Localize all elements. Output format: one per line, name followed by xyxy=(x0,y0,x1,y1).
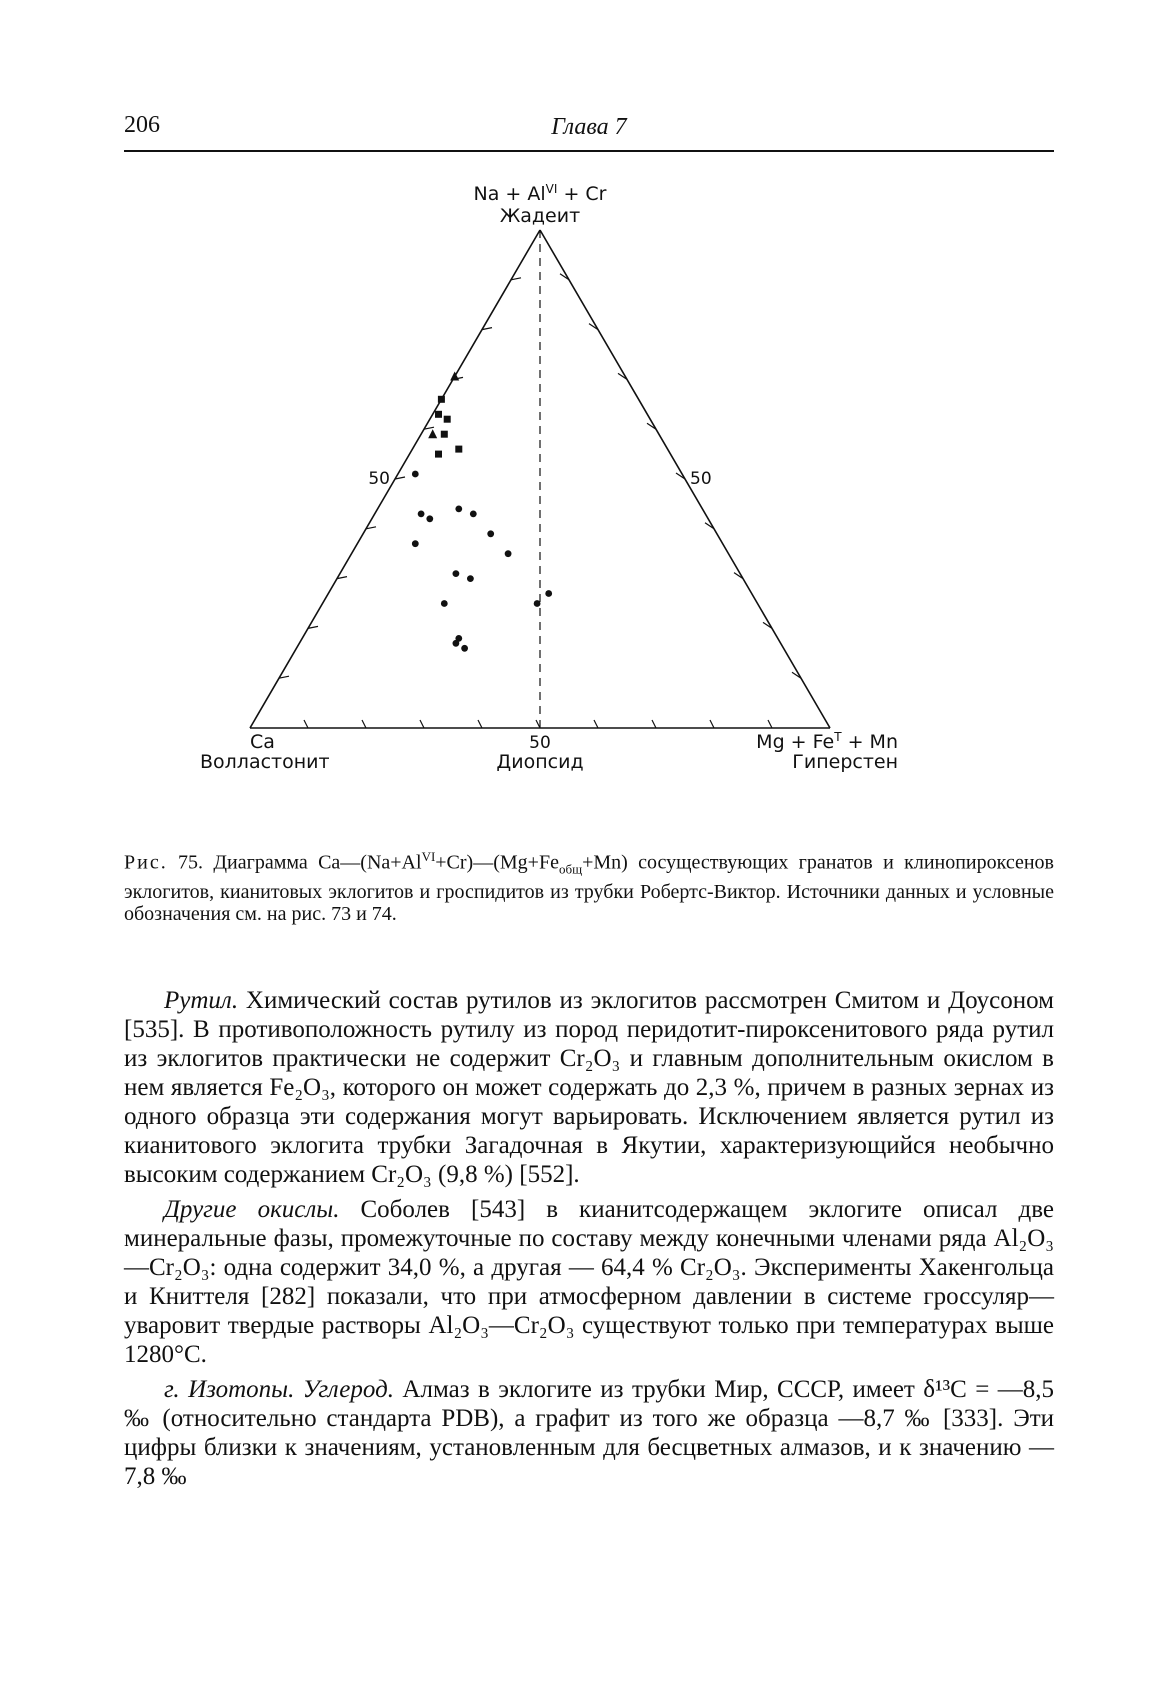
caption-sup-1: VI xyxy=(421,849,436,864)
data-point-square xyxy=(455,446,462,453)
base-tick xyxy=(420,720,424,728)
header-rule xyxy=(124,150,1054,152)
data-point-triangle xyxy=(428,429,437,438)
ternary-diagram xyxy=(200,182,910,776)
data-point-circle xyxy=(441,600,448,607)
data-point-square xyxy=(435,451,442,458)
data-point-square xyxy=(444,416,451,423)
data-point-circle xyxy=(467,575,474,582)
paragraph-isotopes xyxy=(124,1375,1054,1491)
base-tick xyxy=(652,720,656,728)
apex-right-name: Гиперстен xyxy=(792,751,898,773)
page-header xyxy=(124,112,1054,152)
apex-top-name: Жадеит xyxy=(499,205,581,227)
data-point-circle xyxy=(412,471,419,478)
vertex-labels xyxy=(200,182,898,773)
apex-left-name: Волластонит xyxy=(200,751,330,773)
paragraph-other-oxides-text: Соболев [543] в кианитсодержащем эклогите описал две минеральные фазы, промежуточные по составу между конечными членами ряда Al₂O₃—Cr₂O₃: одна содержит 34,0 %, а другая — 64,4 % Cr₂O₃. Эксперименты Хакенгольца и Книттеля [282] показали, что при атмосферном давлении в системе гроссуляр—уваровит твердые растворы Al₂O₃—Cr₂O₃ существуют только при температурах выше 1280°C. xyxy=(124,1196,1054,1368)
paragraph-other-oxides-heading: Другие окислы. xyxy=(164,1196,340,1223)
data-point-circle xyxy=(534,600,541,607)
data-point-circle xyxy=(453,570,460,577)
chapter-title: Глава 7 xyxy=(551,114,627,140)
caption-sub-1: общ xyxy=(558,861,583,877)
paragraph-other-oxides xyxy=(124,1195,1054,1369)
triangle-frame xyxy=(250,230,830,728)
data-point-circle xyxy=(418,511,425,518)
caption-text-1: Диаграмма Ca—(Na+Al xyxy=(203,851,422,874)
paragraph-rutile-heading: Рутил. xyxy=(164,987,239,1014)
paragraph-rutile-text: Химический состав рутилов из эклогитов рассмотрен Смитом и Доусоном [535]. В противоположность рутилу из пород перидотит-пироксенитового ряда рутил из эклогитов практически не содержит Cr₂O₃ и главным дополнительным окислом в нем является Fe₂O₃, которого он может содержать до 2,3 %, причем в разных зернах из одного образца эти содержания могут варьировать. Исключением является рутил из кианитового эклогита трубки Загадочная в Якутии, характеризующийся необычно высоким содержанием Cr₂O₃ (9,8 %) [552]. xyxy=(124,987,1054,1188)
caption-label: Рис. xyxy=(124,851,168,874)
data-point-square xyxy=(441,431,448,438)
data-point-circle xyxy=(470,511,477,518)
apex-right-formula: $Mg + Fe^T + Mn$ xyxy=(756,730,898,753)
caption-text-3: +Mn) сосуществующих гранатов и клинопироксенов эклогитов, кианитовых эклогитов и гроспидитов из трубки Робертс-Виктор. Источники данных и условные обозначения см. на рис. 73 и 74. xyxy=(124,851,1054,925)
mid-left-value: 50 xyxy=(368,469,390,489)
caption-text-2: +Cr)—(Mg+Fe xyxy=(435,851,559,874)
data-point-circle xyxy=(461,645,468,652)
mid-right-value: 50 xyxy=(690,469,712,489)
figure-caption xyxy=(124,846,1054,925)
base-tick xyxy=(478,720,482,728)
data-point-triangle xyxy=(450,372,459,381)
mid-bottom-name: Диопсид xyxy=(496,751,584,773)
mid-bottom-value: 50 xyxy=(529,733,551,753)
data-point-circle xyxy=(412,540,419,547)
base-tick xyxy=(362,720,366,728)
data-point-circle xyxy=(505,550,512,557)
data-point-square xyxy=(438,396,445,403)
page-number: 206 xyxy=(124,112,160,138)
caption-number: 75. xyxy=(178,851,204,874)
data-point-square xyxy=(435,411,442,418)
data-point-circle xyxy=(487,530,494,537)
paragraph-rutile xyxy=(124,986,1054,1189)
paragraph-isotopes-text: Алмаз в эклогите из трубки Мир, СССР, имеет δ¹³C = —8,5 ‰ (относительно стандарта PDB), а графит из того же образца —8,7 ‰ [333]. Эти цифры близки к значениям, установленным для бесцветных алмазов, и к значению —7,8 ‰ xyxy=(124,1376,1054,1490)
body-text xyxy=(124,986,1054,1497)
data-point-circle xyxy=(426,515,433,522)
data-point-circle xyxy=(545,590,552,597)
base-tick xyxy=(304,720,308,728)
apex-left-formula: Ca xyxy=(250,731,275,753)
base-tick xyxy=(768,720,772,728)
paragraph-isotopes-heading: г. Изотопы. Углерод. xyxy=(164,1376,394,1403)
data-point-circle xyxy=(455,506,462,513)
base-tick xyxy=(594,720,598,728)
apex-top-formula: $Na + Al^{VI} + Cr$ xyxy=(473,182,607,205)
data-point-circle xyxy=(453,640,460,647)
base-tick xyxy=(710,720,714,728)
